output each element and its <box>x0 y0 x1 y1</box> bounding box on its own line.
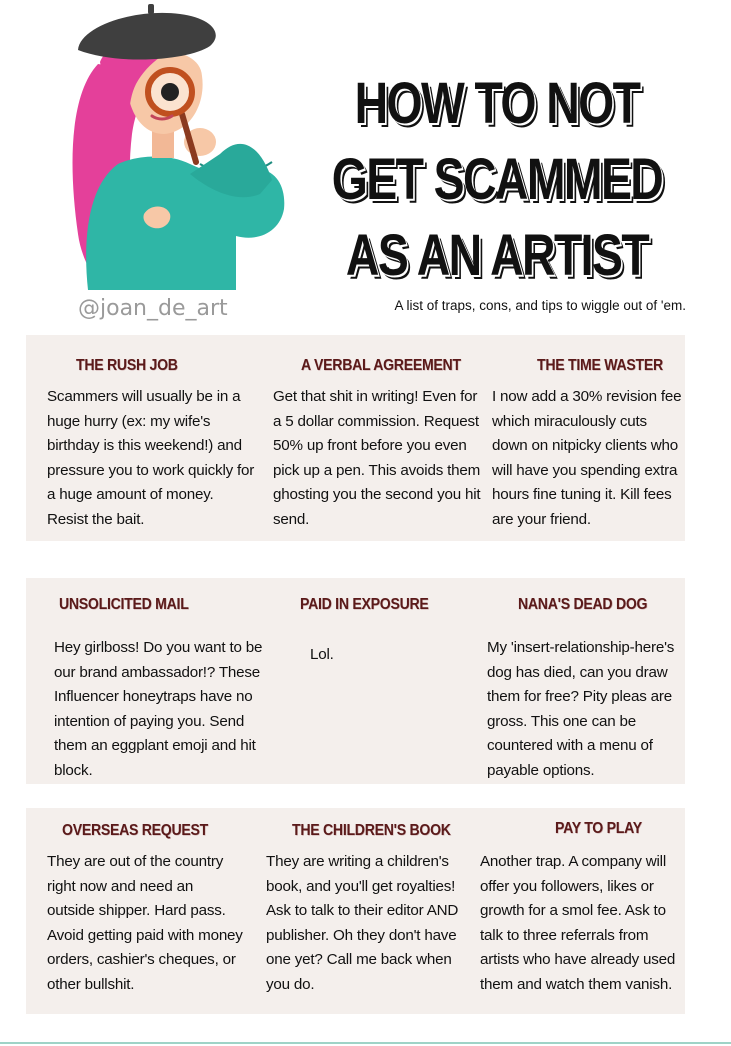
page-title <box>282 66 712 294</box>
artist-illustration <box>40 4 290 294</box>
card-title-paid-in-exposure: PAID IN EXPOSURE <box>300 596 429 613</box>
tips-row-1 <box>26 335 685 541</box>
card-title-nanas-dead-dog: NANA'S DEAD DOG <box>518 596 648 613</box>
card-title-pay-to-play: PAY TO PLAY <box>555 820 642 837</box>
card-body-rush-job: Scammers will usually be in a huge hurry (ex: my wife's birthday is this weekend!) and pressure you to work quickly for a huge amount of money. Resist the bait. <box>47 388 255 528</box>
card-body-pay-to-play: Another trap. A company will offer you followers, likes or growth for a smol fee. Ask to talk to three referrals from artists who have already used them and watch them vanish. <box>480 853 676 993</box>
title-line-3: AS AN ARTIST <box>345 223 649 288</box>
card-body-time-waster: I now add a 30% revision fee which miraculously cuts down on nitpicky clients who will have you spending extra hours fine tuning it. Kill fees are your friend. <box>492 388 682 528</box>
tips-row-3 <box>26 808 685 1014</box>
card-title-rush-job: THE RUSH JOB <box>76 357 178 374</box>
bottom-divider <box>0 1042 731 1044</box>
tips-row-2 <box>26 578 685 784</box>
title-line-1: HOW TO NOT <box>354 71 640 136</box>
card-body-childrens-book: They are writing a children's book, and you'll get royalties! Ask to talk to their editor AND publisher. Oh they don't have one yet? Call me back when you do. <box>266 853 459 993</box>
card-body-unsolicited-mail: Hey girlboss! Do you want to be our brand ambassador!? These Influencer honeytraps have no intention of paying you. Send them an eggplant emoji and hit block. <box>54 639 263 779</box>
card-title-unsolicited-mail: UNSOLICITED MAIL <box>59 596 189 613</box>
card-body-verbal-agreement: Get that shit in writing! Even for a 5 dollar commission. Request 50% up front before you even pick up a pen. This avoids them ghosting you the second you hit send. <box>273 388 481 528</box>
card-body-paid-in-exposure: Lol. <box>310 646 334 663</box>
card-body-nanas-dead-dog: My 'insert-relationship-here's dog has died, can you draw them for free? Pity pleas are gross. This one can be countered with a menu of payable options. <box>487 639 675 779</box>
title-line-2: GET SCAMMED <box>331 147 663 212</box>
card-title-overseas-request: OVERSEAS REQUEST <box>62 822 208 839</box>
card-title-verbal-agreement: A VERBAL AGREEMENT <box>301 357 461 374</box>
artist-handle: @joan_de_art <box>78 296 228 321</box>
card-title-childrens-book: THE CHILDREN'S BOOK <box>292 822 451 839</box>
card-body-overseas-request: They are out of the country right now and need an outside shipper. Hard pass. Avoid getting paid with money orders, cashier's cheques, or other bullshit. <box>47 853 243 993</box>
girl-with-magnifier-icon <box>40 4 290 294</box>
subtitle: A list of traps, cons, and tips to wiggle out of 'em. <box>394 298 686 313</box>
card-title-time-waster: THE TIME WASTER <box>537 357 663 374</box>
